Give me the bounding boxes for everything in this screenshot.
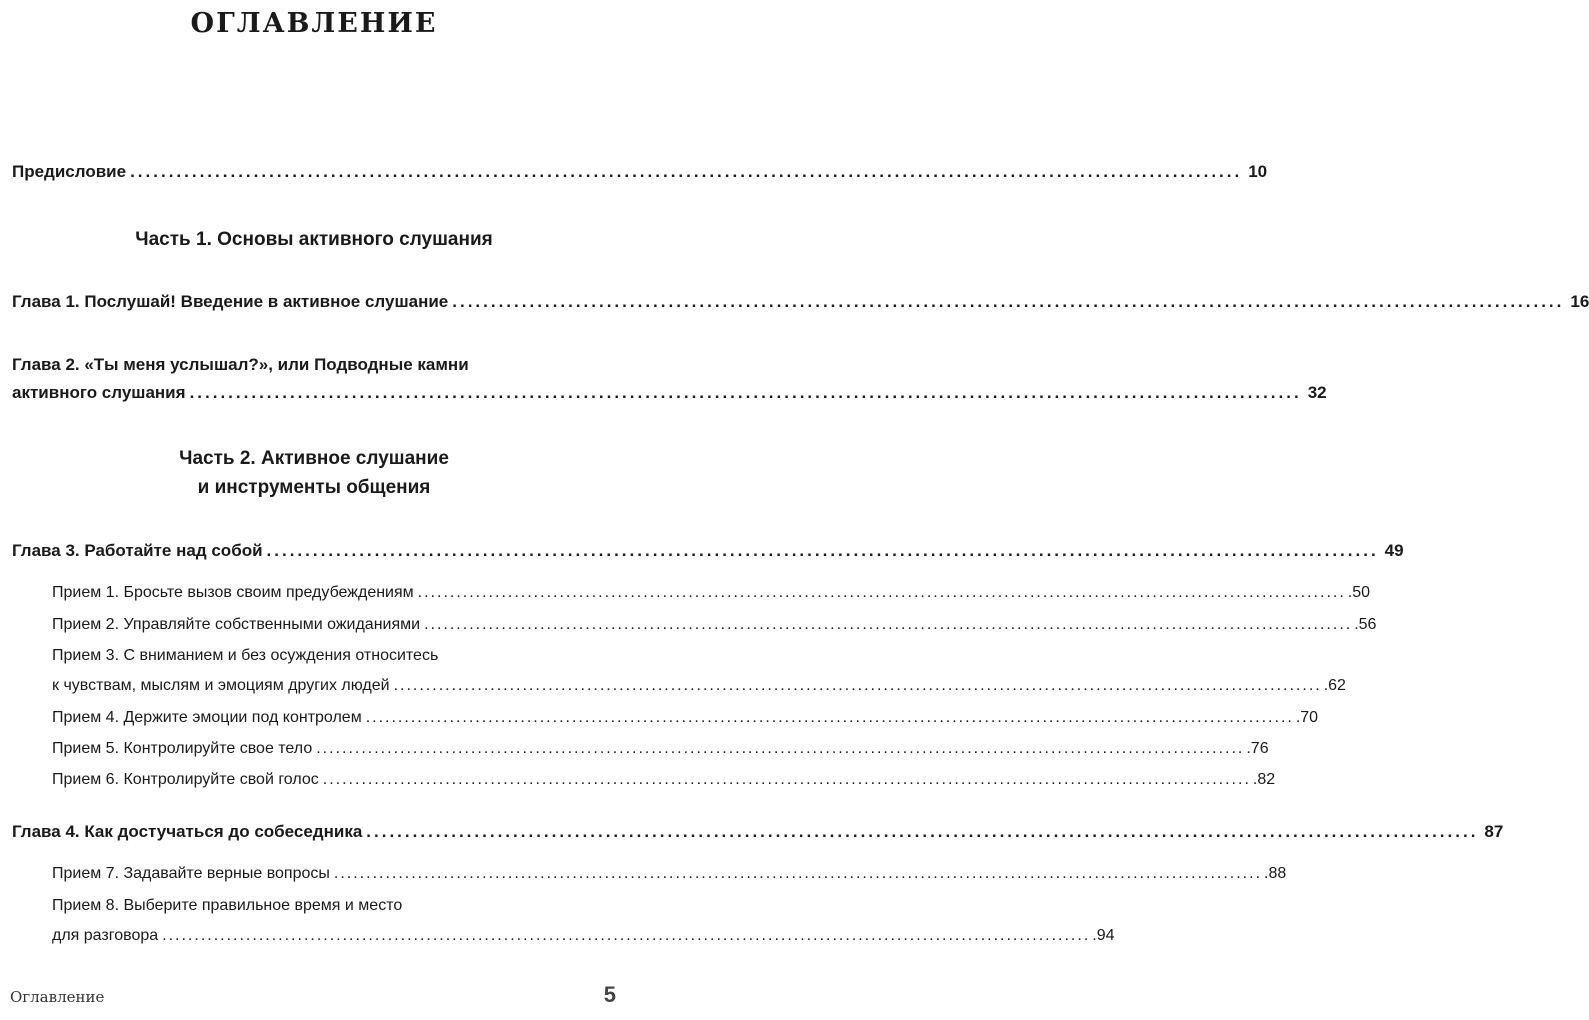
page-number: .70 [1295, 709, 1319, 726]
toc-entry-chapter-4[interactable] [12, 818, 1504, 846]
dot-leader: ................................................................................................................................................ [417, 584, 1346, 601]
page-number: 87 [1484, 822, 1504, 841]
dot-leader: ................................................................................................................................................ [266, 541, 1379, 560]
toc-subentry-7[interactable] [52, 859, 1287, 889]
dot-leader: ................................................................................................................................................ [322, 771, 1251, 788]
entry-label: для разговора [52, 927, 159, 944]
toc-subentry-6[interactable] [52, 765, 1276, 795]
toc-subentry-8[interactable] [52, 891, 1115, 951]
page-number: 10 [1248, 162, 1268, 181]
entry-label: Предисловие [12, 162, 127, 181]
page-number: 49 [1384, 541, 1404, 560]
entry-label: Прием 1. Бросьте вызов своим предубеждениям [52, 584, 414, 601]
dot-leader: ................................................................................................................................................ [393, 677, 1322, 694]
toc-subentry-5[interactable] [52, 734, 1269, 764]
toc-subentry-4[interactable] [52, 703, 1319, 733]
folio-page-number: 5 [603, 982, 616, 1007]
dot-leader: ................................................................................................................................................ [130, 162, 1243, 181]
entry-label: Прием 2. Управляйте собственными ожиданиями [52, 616, 421, 633]
dot-leader: ................................................................................................................................................ [365, 709, 1294, 726]
page-number: 32 [1307, 383, 1327, 402]
entry-label-line-1: Прием 8. Выберите правильное время и место [52, 897, 403, 914]
dot-leader: ................................................................................................................................................ [424, 616, 1353, 633]
entry-label-line-1: Прием 3. С вниманием и без осуждения относитесь [52, 647, 439, 664]
toc-subentry-3[interactable] [52, 641, 1346, 701]
page-title: ОГЛАВЛЕНИЕ [190, 8, 438, 39]
entry-label: Прием 7. Задавайте верные вопросы [52, 865, 330, 882]
page-number: .82 [1252, 771, 1276, 788]
entry-label: Прием 5. Контролируйте свое тело [52, 740, 313, 757]
page-number: 16 [1570, 292, 1589, 311]
toc-entry-chapter-1[interactable] [12, 288, 1589, 316]
entry-label: к чувствам, мыслям и эмоциям других людей [52, 677, 390, 694]
entry-label: Прием 6. Контролируйте свой голос [52, 771, 319, 788]
page-number: .88 [1264, 865, 1287, 882]
page-number: .94 [1092, 927, 1115, 944]
toc-subentry-1[interactable] [52, 578, 1371, 608]
page-number: .50 [1347, 584, 1371, 601]
page-number: .76 [1246, 740, 1269, 757]
toc-entry-chapter-3[interactable] [12, 537, 1404, 565]
running-footer-section: Оглавление [10, 988, 105, 1006]
toc-entry-preface[interactable] [12, 158, 1268, 186]
page-number: .56 [1354, 616, 1377, 633]
page-number: .62 [1323, 677, 1346, 694]
part-heading-1: Часть 1. Основы активного слушания [135, 229, 493, 250]
entry-label-line-1: Глава 2. «Ты меня услышал?», или Подводные камни [12, 355, 469, 374]
dot-leader: ................................................................................................................................................ [162, 927, 1091, 944]
dot-leader: ................................................................................................................................................ [366, 822, 1479, 841]
dot-leader: ................................................................................................................................................ [333, 865, 1263, 882]
part-heading-2-line-2: и инструменты общения [197, 477, 431, 498]
entry-label: Глава 4. Как достучаться до собеседника [12, 822, 363, 841]
part-heading-2 [0, 444, 628, 502]
part-heading-2-line-1: Часть 2. Активное слушание [179, 448, 449, 469]
entry-label: Глава 1. Послушай! Введение в активное слушание [12, 292, 449, 311]
dot-leader: ................................................................................................................................................ [316, 740, 1245, 757]
toc-entry-chapter-2[interactable] [12, 351, 1327, 407]
dot-leader: ................................................................................................................................................ [189, 383, 1302, 402]
entry-label: Прием 4. Держите эмоции под контролем [52, 709, 362, 726]
entry-label: Глава 3. Работайте над собой [12, 541, 263, 560]
dot-leader: ................................................................................................................................................ [452, 292, 1565, 311]
entry-label: активного слушания [12, 383, 186, 402]
toc-subentry-2[interactable] [52, 610, 1377, 640]
